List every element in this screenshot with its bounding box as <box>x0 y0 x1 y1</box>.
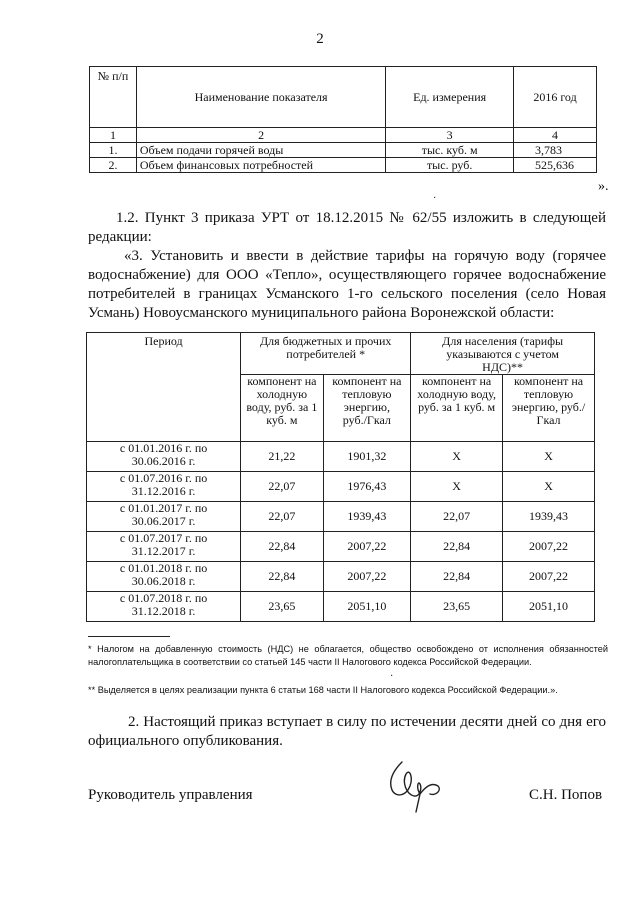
table-cell: 2051,10 <box>323 592 411 622</box>
tariffs-table <box>86 332 595 622</box>
table-cell: Х <box>503 472 595 502</box>
subheader-heat-energy: компонент на тепловую энергию, руб./Гкал <box>503 375 595 442</box>
header-indicator-name: Наименование показателя <box>136 67 385 128</box>
table-cell: 22,84 <box>241 532 323 562</box>
table-cell: 22,84 <box>411 532 503 562</box>
indicators-table <box>89 66 597 173</box>
closing-quote: ». <box>598 179 609 194</box>
page-number: 2 <box>316 31 324 47</box>
table-cell: 1939,43 <box>323 502 411 532</box>
period-cell: с 01.07.2017 г. по 31.12.2017 г. <box>87 532 241 562</box>
subheader-cold-water: компонент на холодную воду, руб. за 1 куб. м <box>411 375 503 442</box>
table-row <box>87 532 595 562</box>
table-cell: 22,84 <box>411 562 503 592</box>
period-cell: с 01.07.2018 г. по 31.12.2018 г. <box>87 592 241 622</box>
footnote-divider <box>88 636 170 637</box>
table-cell: Объем финансовых потребностей <box>136 158 385 173</box>
period-cell: с 01.07.2016 г. по 31.12.2016 г. <box>87 472 241 502</box>
table-row <box>87 502 595 532</box>
footnote-population: ** Выделяется в целях реализации пункта 6 статьи 168 части II Налогового кодекса Российской Федерации.». <box>88 685 558 695</box>
scan-mark: · <box>433 193 437 204</box>
table-cell: Х <box>411 442 503 472</box>
table-cell: тыс. руб. <box>386 158 514 173</box>
paragraph-3: «3. Установить и ввести в действие тарифы на горячую воду (горячее водоснабжение) для ООО «Тепло», осуществляющего горячее водоснабжение потребителей в границах Усманского 1-го сельского поселения (село Новая Усмань) Новоусманского муниципального района Воронежской области: <box>88 248 606 321</box>
header-period: Период <box>87 333 241 442</box>
table-cell: 3,783 <box>514 143 597 158</box>
table-row <box>87 472 595 502</box>
header-population: Для населения (тарифы указываются с учетом НДС)** <box>411 333 595 375</box>
table-cell: Х <box>503 442 595 472</box>
period-cell: с 01.01.2018 г. по 30.06.2018 г. <box>87 562 241 592</box>
signatory-role: Руководитель управления <box>88 787 253 803</box>
scan-mark: · <box>390 671 394 682</box>
table-cell: 1901,32 <box>323 442 411 472</box>
table-cell: 2. <box>90 158 137 173</box>
table-cell: 22,07 <box>411 502 503 532</box>
table-cell: 21,22 <box>241 442 323 472</box>
paragraph-2: 2. Настоящий приказ вступает в силу по истечении десяти дней со дня его официального опубликования. <box>88 714 606 749</box>
table-row <box>87 442 595 472</box>
table-cell: Х <box>411 472 503 502</box>
header-unit: Ед. измерения <box>386 67 514 128</box>
table-cell: 2007,22 <box>503 562 595 592</box>
table-row <box>87 562 595 592</box>
table-numbering-row <box>90 128 597 143</box>
header-budget-consumers: Для бюджетных и прочих потребителей * <box>241 333 411 375</box>
subheader-cold-water: компонент на холодную воду, руб. за 1 куб. м <box>241 375 323 442</box>
table-cell: 2051,10 <box>503 592 595 622</box>
table-row <box>90 143 597 158</box>
header-number: № п/п <box>90 67 137 128</box>
period-cell: с 01.01.2016 г. по 30.06.2016 г. <box>87 442 241 472</box>
table-cell: 2007,22 <box>503 532 595 562</box>
table-cell: 1939,43 <box>503 502 595 532</box>
footnote-vat: * Налогом на добавленную стоимость (НДС) не облагается, общество освобождено от исполнения обязанностей налогоплательщика в соответствии со статьей 145 части II Налогового кодекса Российской Федерации. <box>88 644 608 667</box>
signatory-name: С.Н. Попов <box>529 787 603 803</box>
table-header-row <box>90 67 597 128</box>
period-cell: с 01.01.2017 г. по 30.06.2017 г. <box>87 502 241 532</box>
table-cell: тыс. куб. м <box>386 143 514 158</box>
subheader-heat-energy: компонент на тепловую энергию, руб./Гкал <box>323 375 411 442</box>
table-cell: 1. <box>90 143 137 158</box>
table-cell: 3 <box>386 128 514 143</box>
table-cell: 1976,43 <box>323 472 411 502</box>
header-year: 2016 год <box>514 67 597 128</box>
table-cell: 22,07 <box>241 472 323 502</box>
table-cell: 1 <box>90 128 137 143</box>
table-cell: 4 <box>514 128 597 143</box>
paragraph-1-2: 1.2. Пункт 3 приказа УРТ от 18.12.2015 № 62/55 изложить в следующей редакции: <box>88 210 606 245</box>
table-cell: 23,65 <box>241 592 323 622</box>
table-cell: Объем подачи горячей воды <box>136 143 385 158</box>
table-cell: 22,07 <box>241 502 323 532</box>
table-cell: 22,84 <box>241 562 323 592</box>
table-cell: 2 <box>136 128 385 143</box>
handwritten-signature <box>380 756 450 814</box>
table-cell: 2007,22 <box>323 562 411 592</box>
table-cell: 23,65 <box>411 592 503 622</box>
table-cell: 525,636 <box>514 158 597 173</box>
table-row <box>90 158 597 173</box>
table-row <box>87 592 595 622</box>
table-header-row <box>87 333 595 375</box>
table-cell: 2007,22 <box>323 532 411 562</box>
